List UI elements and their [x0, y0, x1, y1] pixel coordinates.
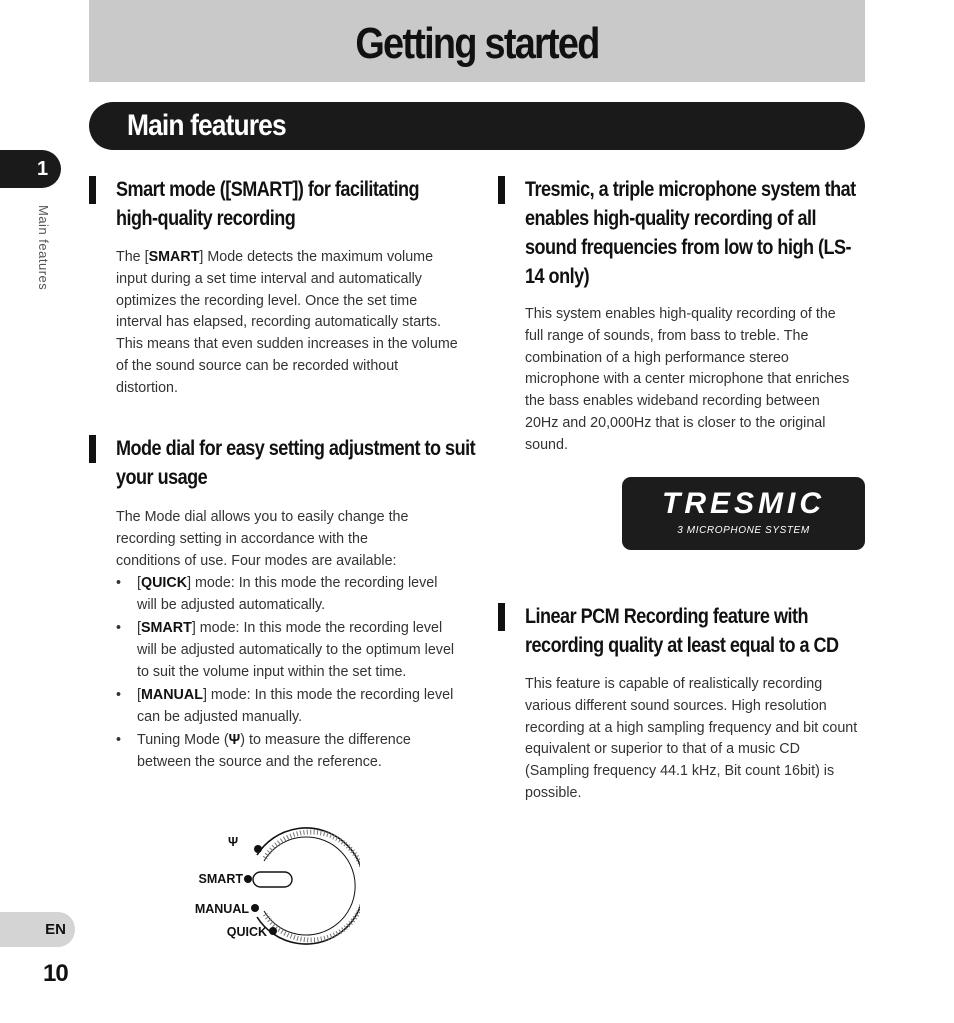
dial-knob	[253, 828, 360, 944]
list-item	[116, 730, 461, 774]
mode-list	[116, 573, 461, 776]
tuning-fork-icon: Ψ	[228, 732, 241, 749]
page-number: 10	[43, 960, 68, 987]
heading-marker	[498, 176, 505, 204]
dial-dot	[251, 904, 259, 912]
bullet-text: ] mode: In this mode the recording level will be adjusted automatically.	[137, 575, 438, 613]
language-tab[interactable]: EN	[0, 912, 75, 947]
linear-pcm-heading: Linear PCM Recording feature with recording quality at least equal to a CD	[525, 605, 839, 657]
tresmic-logo-word: TRESMIC	[662, 487, 825, 520]
title-bar	[89, 0, 865, 82]
smart-mode-body-after: ] Mode detects the maximum volume input during a set time interval and automatically optimizes the recording level. Once the set time interval has elapsed, recording automatically starts. This means that even sudden increases in the volume of the sound source can be recorded without distortion.	[116, 249, 458, 396]
quick-keyword: QUICK	[140, 575, 188, 591]
mode-dial-intro: The Mode dial allows you to easily change the recording setting in accordance with the conditions of use. Four modes are available:	[116, 509, 409, 569]
mode-dial-illustration	[185, 825, 360, 945]
bullet-mark: •	[116, 732, 122, 749]
section-title: Main features	[127, 109, 286, 142]
tuning-fork-icon: Ψ	[227, 835, 239, 849]
tresmic-heading: Tresmic, a triple microphone system that enables high-quality recording of all sound frequencies from low to high (LS-14 only)	[525, 178, 856, 288]
list-item	[116, 685, 461, 729]
smart-mode-heading: Smart mode ([SMART]) for facilitating high-quality recording	[116, 178, 419, 230]
bullet-prefix: [	[137, 687, 141, 704]
bullet-prefix: [	[137, 575, 141, 591]
dial-label-smart: SMART	[198, 872, 243, 886]
dial-dot	[254, 845, 262, 853]
bullet-mark: •	[116, 620, 122, 637]
list-item	[116, 618, 461, 683]
bullet-text: ] mode: In this mode the recording level can be adjusted manually.	[137, 687, 454, 725]
bullet-text: ) to measure the difference between the source and the reference.	[137, 732, 411, 771]
bullet-mark: •	[116, 575, 122, 591]
bullet-prefix: Tuning Mode (	[137, 732, 229, 749]
tresmic-body: This system enables high-quality recording of the full range of sounds, from bass to treble. The combination of a high performance stereo microphone with a center microphone that enriches the bass enables wideband recording between 20Hz and 20,000Hz that is closer to the original sound.	[525, 306, 850, 453]
bullet-text: ] mode: In this mode the recording level will be adjusted automatically to the optimum level to suit the volume input within the set time.	[137, 620, 455, 680]
smart-keyword: SMART	[148, 249, 200, 265]
tresmic-logo	[622, 477, 865, 550]
page-title: Getting started	[355, 19, 599, 68]
heading-marker	[89, 435, 96, 463]
tresmic-logo-subtitle: 3 MICROPHONE SYSTEM	[677, 525, 810, 536]
dial-dot	[269, 927, 277, 935]
smart-mode-body	[116, 247, 461, 400]
dial-dot	[244, 875, 252, 883]
linear-pcm-body: This feature is capable of realistically recording various different sound sources. High resolution recording at a high sampling frequency and bit count equivalent or superior to that of a music CD (Sampling frequency 44.1 kHz, Bit count 16bit) is possible.	[525, 676, 858, 801]
dial-label-manual: MANUAL	[194, 902, 249, 916]
side-label: Main features	[36, 205, 51, 291]
heading-marker	[89, 176, 96, 204]
bullet-prefix: [	[137, 620, 141, 637]
dial-label-quick: QUICK	[226, 925, 267, 939]
mode-dial-heading: Mode dial for easy setting adjustment to suit your usage	[116, 437, 476, 489]
smart-keyword: SMART	[140, 620, 192, 637]
heading-marker	[498, 603, 505, 631]
section-bar	[89, 102, 865, 150]
smart-mode-body-before: The [	[116, 249, 149, 265]
bullet-mark: •	[116, 687, 122, 704]
manual-keyword: MANUAL	[140, 687, 203, 704]
chapter-tab[interactable]: 1	[0, 150, 61, 188]
list-item	[116, 573, 461, 617]
